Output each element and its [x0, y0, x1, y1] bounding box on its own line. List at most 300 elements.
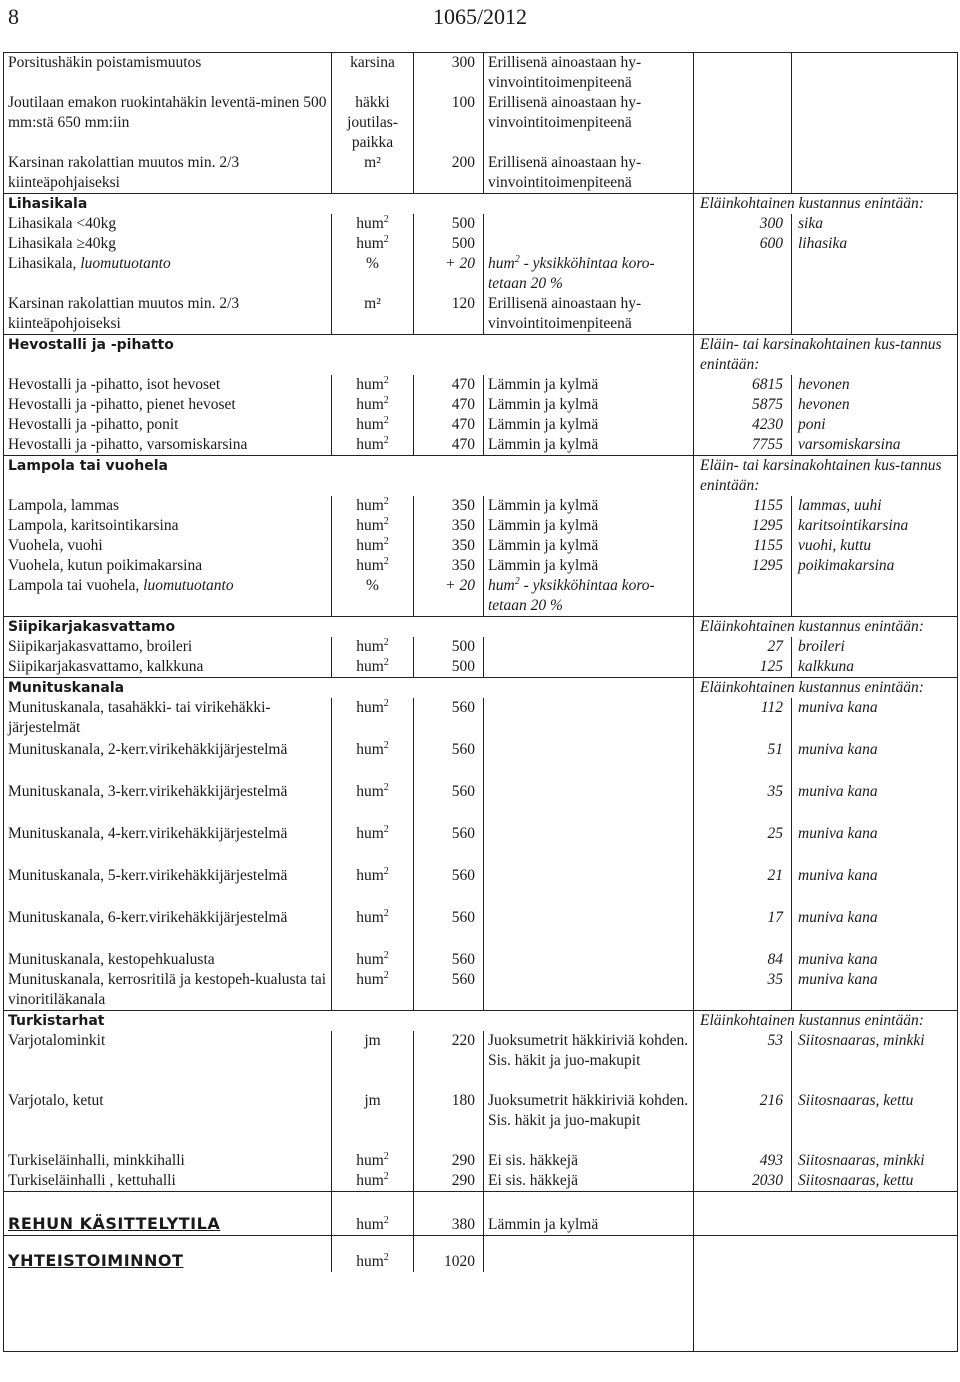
section-title-cell: [4, 617, 694, 638]
cost-cell: [694, 294, 792, 335]
unit-cell: [332, 740, 414, 782]
cost-cell: [694, 1091, 792, 1151]
table-row: [4, 234, 958, 254]
note-cell: [484, 782, 694, 824]
cost-cell: [694, 53, 792, 94]
label-cell: [4, 153, 332, 194]
unit-price: 350: [451, 537, 475, 554]
cost-desc-cell: [792, 536, 958, 556]
row-label: Lampola, lammas: [8, 497, 120, 514]
unit-price: 290: [451, 1152, 475, 1169]
note: Lämmin ja kylmä: [488, 1216, 599, 1233]
cost-cell: [694, 782, 792, 824]
cost-value: 6815: [752, 376, 783, 393]
unit: hum: [356, 741, 384, 758]
superscript: 2: [514, 576, 520, 587]
row-label: Porsitushäkin poistamismuutos: [8, 54, 202, 71]
unit-cell: [332, 234, 414, 254]
superscript: 2: [383, 435, 389, 446]
note-cell: [484, 93, 694, 153]
row-label: Munituskanala, 6-kerr.virikehäkkijärjestelmä: [8, 909, 288, 926]
note-cell: [484, 1151, 694, 1171]
table-row: [4, 395, 958, 415]
unit-price: 500: [451, 658, 475, 675]
section-title: Turkistarhat: [8, 1013, 105, 1029]
row-label: Siipikarjakasvattamo, kalkkuna: [8, 658, 204, 675]
note-rest: - yksikköhintaa koro-tetaan 20 %: [488, 255, 655, 292]
cost-desc-cell: [792, 375, 958, 395]
cost-cell: [694, 496, 792, 516]
section-title-cell: [4, 456, 694, 497]
row-label: Munituskanala, 3-kerr.virikehäkkijärjestelmä: [8, 783, 288, 800]
cost-desc-cell: [792, 254, 958, 294]
cost-cell: [694, 375, 792, 395]
value-cell: [414, 153, 484, 194]
value-cell: [414, 1151, 484, 1171]
unit-price: 560: [451, 909, 475, 926]
unit: hum: [356, 376, 384, 393]
table-row: [4, 866, 958, 908]
unit-price: 500: [451, 215, 475, 232]
section-cost-heading-cell: [694, 678, 958, 699]
unit: hum: [356, 1172, 384, 1189]
cost-desc-cell: [792, 395, 958, 415]
cost-cell: [694, 576, 792, 617]
value-cell: [414, 496, 484, 516]
table-row: [4, 576, 958, 617]
value-cell: [414, 375, 484, 395]
label-cell: [4, 576, 332, 617]
unit: jm: [364, 1092, 381, 1109]
label-cell: [4, 556, 332, 576]
table-row: [4, 637, 958, 657]
superscript: 2: [383, 1171, 389, 1182]
note-cell: [484, 234, 694, 254]
table-row: [4, 294, 958, 335]
unit-cell: [332, 637, 414, 657]
label-cell: [4, 1031, 332, 1091]
note-cell: [484, 824, 694, 866]
unit-cell: [332, 153, 414, 194]
cost-description: hevonen: [798, 396, 850, 413]
unit-cell: [332, 698, 414, 740]
cost-description: lihasika: [798, 235, 848, 252]
superscript: 2: [383, 637, 389, 648]
unit-price: 470: [451, 376, 475, 393]
table-row: [4, 782, 958, 824]
unit-price: 120: [451, 295, 475, 312]
cost-description: hevonen: [798, 376, 850, 393]
note: Erillisenä ainoastaan hy-vinvointitoimenpiteenä: [488, 295, 642, 332]
unit: hum: [356, 416, 384, 433]
section-title-cell: [4, 678, 694, 699]
value-cell: [414, 556, 484, 576]
section-row: [4, 1011, 958, 1032]
label-cell: [4, 435, 332, 456]
unit-cell: [332, 375, 414, 395]
cost-desc-cell: [792, 740, 958, 782]
cost-description: poni: [798, 416, 826, 433]
value-cell: [414, 698, 484, 740]
label-cell: [4, 395, 332, 415]
superscript: 2: [383, 970, 389, 981]
section-title-cell: [4, 194, 694, 215]
blank-row: [4, 1272, 958, 1352]
cost-desc-cell: [792, 1171, 958, 1192]
note-cell: [484, 1236, 694, 1272]
label-cell: [4, 53, 332, 94]
unit-cell: [332, 496, 414, 516]
row-label: Munituskanala, kestopehkualusta: [8, 951, 215, 968]
cost-description: lammas, uuhi: [798, 497, 882, 514]
note-cell: [484, 395, 694, 415]
unit-price: 560: [451, 783, 475, 800]
row-label: Lampola, karitsointikarsina: [8, 517, 179, 534]
note: Lämmin ja kylmä: [488, 537, 599, 554]
cost-desc-cell: [792, 824, 958, 866]
cost-value: 35: [767, 971, 783, 988]
superscript: 2: [383, 950, 389, 961]
section-cost-heading: Eläinkohtainen kustannus enintään:: [700, 1012, 924, 1029]
label-cell: [4, 294, 332, 335]
row-label: Turkiseläinhalli , kettuhalli: [8, 1172, 176, 1189]
unit-cell: [332, 556, 414, 576]
section-cost-heading-cell: [694, 194, 958, 215]
unit: hum: [356, 215, 384, 232]
note-cell: [484, 556, 694, 576]
note: Lämmin ja kylmä: [488, 376, 599, 393]
label-cell: [4, 866, 332, 908]
section-title: Siipikarjakasvattamo: [8, 619, 176, 635]
label-cell: [4, 782, 332, 824]
unit-price: 560: [451, 699, 475, 716]
unit-price: 100: [451, 94, 475, 111]
table-row: [4, 698, 958, 740]
label-cell: [4, 516, 332, 536]
note: Lämmin ja kylmä: [488, 557, 599, 574]
note-cell: [484, 53, 694, 94]
note: Lämmin ja kylmä: [488, 517, 599, 534]
table-row: [4, 1151, 958, 1171]
value-cell: [414, 908, 484, 950]
superscript: 2: [383, 516, 389, 527]
cost-description: broileri: [798, 638, 845, 655]
row-label: Hevostalli ja -pihatto, pienet hevoset: [8, 396, 236, 413]
table-row: [4, 1192, 958, 1236]
cost-description: kalkkuna: [798, 658, 854, 675]
cost-cell: [694, 1031, 792, 1091]
cost-value: 7755: [752, 436, 783, 453]
note-cell: [484, 536, 694, 556]
table-row: [4, 93, 958, 153]
cost-value: 53: [767, 1032, 783, 1049]
unit-cell: [332, 93, 414, 153]
cost-cell: [694, 637, 792, 657]
row-label: Lihasikala ≥40kg: [8, 235, 116, 252]
note: Ei sis. häkkejä: [488, 1152, 578, 1169]
note-cell: [484, 698, 694, 740]
section-cost-heading: Eläinkohtainen kustannus enintään:: [700, 618, 924, 635]
note: hum: [488, 577, 515, 594]
cost-table-body: [4, 53, 958, 1352]
row-label: Turkiseläinhalli, minkkihalli: [8, 1152, 185, 1169]
value-cell: [414, 657, 484, 678]
superscript: 2: [383, 214, 389, 225]
note-cell: [484, 1091, 694, 1151]
note-cell: [484, 375, 694, 395]
value-cell: [414, 294, 484, 335]
cost-desc-cell: [792, 153, 958, 194]
row-label: Munituskanala, kerrosritilä ja kestopeh-kualusta tai vinoritiläkanala: [8, 971, 327, 1008]
label-cell: [4, 950, 332, 970]
section-cost-heading-cell: [694, 1011, 958, 1032]
section-cost-heading: Eläin- tai karsinakohtainen kus-tannus enintään:: [700, 457, 942, 494]
unit-cell: [332, 435, 414, 456]
cost-value: 5875: [752, 396, 783, 413]
cost-cell: [694, 516, 792, 536]
cost-description: Siitosnaaras, kettu: [798, 1092, 914, 1109]
label-cell: [4, 93, 332, 153]
table-row: [4, 375, 958, 395]
empty-cell: [694, 1236, 958, 1272]
label-cell: [4, 415, 332, 435]
cost-cell: [694, 970, 792, 1011]
page-header: [0, 0, 960, 50]
value-cell: [414, 1192, 484, 1236]
superscript: 2: [383, 556, 389, 567]
cost-cell: [694, 93, 792, 153]
cost-value: 17: [767, 909, 783, 926]
cost-desc-cell: [792, 234, 958, 254]
row-label-italic: luomutuotanto: [80, 255, 171, 272]
value-cell: [414, 536, 484, 556]
cost-value: 1295: [752, 557, 783, 574]
section-title: Lampola tai vuohela: [8, 458, 168, 474]
unit-cell: [332, 1031, 414, 1091]
table-row: [4, 824, 958, 866]
cost-cell: [694, 1171, 792, 1192]
row-label: Munituskanala, 4-kerr.virikehäkkijärjestelmä: [8, 825, 288, 842]
label-cell: [4, 1151, 332, 1171]
table-row: [4, 153, 958, 194]
unit: m²: [364, 295, 381, 312]
section-title: Hevostalli ja -pihatto: [8, 337, 174, 353]
unit-cell: [332, 908, 414, 950]
value-cell: [414, 950, 484, 970]
unit: hum: [356, 971, 384, 988]
row-label: Hevostalli ja -pihatto, isot hevoset: [8, 376, 221, 393]
unit: hum: [356, 909, 384, 926]
unit: hum: [356, 517, 384, 534]
section-cost-heading: Eläinkohtainen kustannus enintään:: [700, 679, 924, 696]
row-label: Varjotalo, ketut: [8, 1092, 104, 1109]
superscript: 2: [383, 824, 389, 835]
value-cell: [414, 516, 484, 536]
cost-value: 216: [759, 1092, 783, 1109]
cost-cell: [694, 950, 792, 970]
note-cell: [484, 294, 694, 335]
unit-price: 560: [451, 971, 475, 988]
row-label: Munituskanala, tasahäkki- tai virikehäkki-järjestelmät: [8, 699, 271, 736]
note-cell: [484, 740, 694, 782]
unit: hum: [356, 497, 384, 514]
cost-value: 21: [767, 867, 783, 884]
cost-description: vuohi, kuttu: [798, 537, 872, 554]
note-cell: [484, 657, 694, 678]
label-cell: [4, 536, 332, 556]
cost-desc-cell: [792, 698, 958, 740]
cost-description: muniva kana: [798, 971, 878, 988]
superscript: 2: [383, 698, 389, 709]
superscript: 2: [383, 1251, 389, 1263]
table-row: [4, 1171, 958, 1192]
unit-price: 560: [451, 741, 475, 758]
note-cell: [484, 415, 694, 435]
row-label: Karsinan rakolattian muutos min. 2/3 kiinteäpohjoiseksi: [8, 295, 240, 332]
note-cell: [484, 516, 694, 536]
cost-value: 25: [767, 825, 783, 842]
label-cell: [4, 375, 332, 395]
unit-cell: [332, 1192, 414, 1236]
label-cell: [4, 234, 332, 254]
unit-cell: [332, 782, 414, 824]
unit: karsina: [350, 54, 395, 71]
note-cell: [484, 435, 694, 456]
row-label: Munituskanala, 5-kerr.virikehäkkijärjestelmä: [8, 867, 288, 884]
row-label: Siipikarjakasvattamo, broileri: [8, 638, 193, 655]
superscript: 2: [383, 1151, 389, 1162]
cost-cell: [694, 1151, 792, 1171]
table-row: [4, 536, 958, 556]
section-cost-heading-cell: [694, 335, 958, 376]
cost-description: muniva kana: [798, 825, 878, 842]
unit-cell: [332, 1091, 414, 1151]
cost-cell: [694, 415, 792, 435]
empty-cell: [694, 1192, 958, 1236]
table-row: [4, 53, 958, 94]
cost-desc-cell: [792, 1151, 958, 1171]
row-label: Vuohela, kutun poikimakarsina: [8, 557, 203, 574]
cost-description: muniva kana: [798, 951, 878, 968]
cost-value: 112: [760, 699, 783, 716]
value-cell: [414, 637, 484, 657]
cost-desc-cell: [792, 950, 958, 970]
unit-cell: [332, 214, 414, 234]
section-row: [4, 335, 958, 376]
superscript: 2: [383, 234, 389, 245]
unit-cell: [332, 294, 414, 335]
value-cell: [414, 1236, 484, 1272]
table-row: [4, 496, 958, 516]
table-row: [4, 254, 958, 294]
value-cell: [414, 740, 484, 782]
superscript: 2: [383, 415, 389, 426]
note: Lämmin ja kylmä: [488, 416, 599, 433]
unit-price: 560: [451, 951, 475, 968]
superscript: 2: [383, 908, 389, 919]
cost-description: poikimakarsina: [798, 557, 895, 574]
label-cell: [4, 824, 332, 866]
value-cell: [414, 53, 484, 94]
cost-desc-cell: [792, 576, 958, 617]
row-label: Lampola tai vuohela,: [8, 577, 144, 594]
value-cell: [414, 234, 484, 254]
note-cell: [484, 1031, 694, 1091]
cost-desc-cell: [792, 214, 958, 234]
row-label: Munituskanala, 2-kerr.virikehäkkijärjestelmä: [8, 741, 288, 758]
unit: hum: [356, 1152, 384, 1169]
blank-cell: [694, 1272, 958, 1352]
unit: hum: [356, 436, 384, 453]
unit-cell: [332, 1171, 414, 1192]
cost-cell: [694, 824, 792, 866]
cost-desc-cell: [792, 866, 958, 908]
note: hum: [488, 255, 515, 272]
value-cell: [414, 254, 484, 294]
unit-price: 560: [451, 825, 475, 842]
table-row: [4, 657, 958, 678]
note-rest: - yksikköhintaa koro-tetaan 20 %: [488, 577, 655, 614]
label-cell: [4, 657, 332, 678]
note: Lämmin ja kylmä: [488, 396, 599, 413]
cost-desc-cell: [792, 782, 958, 824]
cost-desc-cell: [792, 53, 958, 94]
cost-value: 51: [767, 741, 783, 758]
table-row: [4, 1091, 958, 1151]
unit-cell: [332, 395, 414, 415]
cost-value: 2030: [752, 1172, 783, 1189]
cost-cell: [694, 153, 792, 194]
unit-price: 1020: [444, 1252, 475, 1270]
value-cell: [414, 866, 484, 908]
cost-desc-cell: [792, 1091, 958, 1151]
unit-price: 470: [451, 396, 475, 413]
unit-price: 500: [451, 638, 475, 655]
label-cell: [4, 1192, 332, 1236]
table-row: [4, 1031, 958, 1091]
cost-desc-cell: [792, 294, 958, 335]
table-row: [4, 908, 958, 950]
cost-description: muniva kana: [798, 909, 878, 926]
cost-description: Siitosnaaras, kettu: [798, 1172, 914, 1189]
table-row: [4, 740, 958, 782]
note-cell: [484, 254, 694, 294]
cost-value: 600: [759, 235, 783, 252]
superscript: 2: [383, 740, 389, 751]
superscript: 2: [383, 496, 389, 507]
unit: hum: [356, 951, 384, 968]
superscript: 2: [383, 657, 389, 668]
cost-value: 493: [759, 1152, 783, 1169]
section-cost-heading: Eläinkohtainen kustannus enintään:: [700, 195, 924, 212]
value-cell: [414, 415, 484, 435]
cost-desc-cell: [792, 657, 958, 678]
unit: hum: [356, 867, 384, 884]
note-cell: [484, 1192, 694, 1236]
superscript: 2: [383, 395, 389, 406]
table-row: [4, 950, 958, 970]
note: Erillisenä ainoastaan hy-vinvointitoimenpiteenä: [488, 154, 642, 191]
cost-value: 300: [759, 215, 783, 232]
unit-price: 380: [451, 1216, 475, 1233]
row-label: Varjotalominkit: [8, 1032, 106, 1049]
row-label: Lihasikala <40kg: [8, 215, 117, 232]
label-cell: [4, 254, 332, 294]
superscript: 2: [383, 1214, 389, 1226]
unit-cell: [332, 970, 414, 1011]
cost-table: [3, 52, 958, 1352]
section-row: [4, 456, 958, 497]
